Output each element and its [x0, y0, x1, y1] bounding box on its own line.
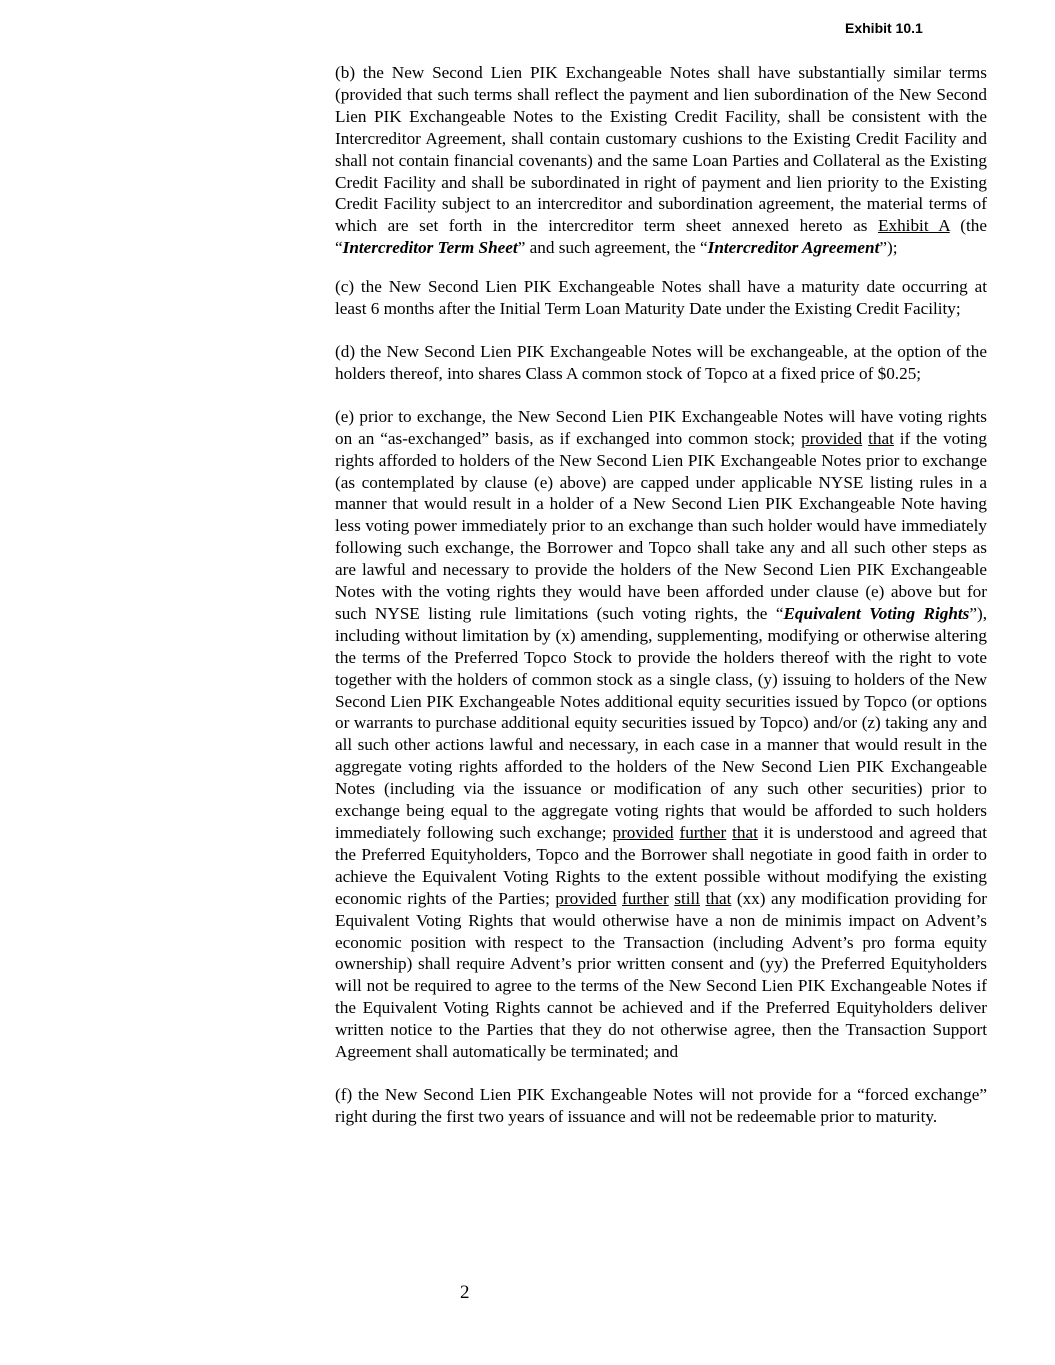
defined-term-equivalent-voting-rights: Equivalent Voting Rights — [783, 603, 970, 623]
proviso-that-2: that — [732, 823, 758, 842]
paragraph-e-text-3: ”), including without limitation by (x) amending, supplementing, modifying or otherwise altering the terms of the Preferred Topco Stock to provide the holders thereof with the right to vote together with the holders of common stock as a single class, (y) issuing to holders of the New Second Lien PIK Exchangeable Notes additional equity securities issued by Topco (or options or warrants to purchase additional equity securities issued by Topco) and/or (z) taking any and all such other actions lawful and necessary, in each case in a manner that would result in the aggregate voting rights afforded to the holders of the New Second Lien PIK Exchangeable Notes (including via the issuance or modification of any such other securities) prior to exchange being equal to the aggregate voting rights that would be afforded to such holders immediately following such exchange; — [335, 603, 987, 842]
paragraph-f: (f) the New Second Lien PIK Exchangeable Notes will not provide for a “forced exchange” right during the first two years of issuance and will not be redeemable prior to maturity. — [335, 1084, 987, 1126]
paragraph-b-text-2: (the “ — [335, 216, 987, 258]
defined-term-intercreditor-term-sheet: Intercreditor Term Sheet — [342, 238, 518, 258]
paragraph-d: (d) the New Second Lien PIK Exchangeable Notes will be exchangeable, at the option of the holders thereof, into shares Class A common stock of Topco at a fixed price of $0.25; — [335, 341, 987, 383]
paragraph-e-text-5: (xx) any modification providing for Equivalent Voting Rights that would otherwise have a non de minimis impact on Advent’s economic position with respect to the Transaction (including Advent’s pro forma equity ownership) shall require Advent’s prior written consent and (yy) the Preferred Equityholders will not be required to agree to the terms of the New Second Lien PIK Exchangeable Notes if the Equivalent Voting Rights cannot be achieved and if the Preferred Equityholders deliver written notice to the Parties that they do not otherwise agree, then the Transaction Support Agreement shall automatically be terminated; and — [335, 888, 988, 1062]
paragraph-b — [335, 62, 987, 259]
exhibit-label: Exhibit 10.1 — [845, 20, 923, 36]
paragraph-e-text-1: (e) prior to exchange, the New Second Lien PIK Exchangeable Notes will have voting rights on an “as-exchanged” basis, as if exchanged into common stock; — [335, 406, 987, 448]
document-body — [335, 62, 987, 1128]
proviso-provided-3: provided — [555, 888, 617, 908]
paragraph-b-text-1: (b) the New Second Lien PIK Exchangeable Notes shall have substantially similar terms (provided that such terms shall reflect the payment and lien subordination of the New Second Lien PIK Exchangeable Notes to the Existing Credit Facility, shall be consistent with the Intercreditor Agreement, shall contain customary cushions to the Existing Credit Facility and shall not contain financial covenants) and the same Loan Parties and Collateral as the Existing Credit Facility and shall be subordinated in right of payment and lien priority to the Existing Credit Facility subject to an intercreditor and subordination agreement, the material terms of which are set forth in the intercreditor term sheet annexed hereto as — [335, 63, 987, 236]
proviso-provided-2: provided — [612, 823, 674, 842]
paragraph-e-text-4: it is understood and agreed that the Preferred Equityholders, Topco and the Borrower shall negotiate in good faith in order to achieve the Equivalent Voting Rights to the extent possible without modifying the existing economic rights of the Parties; — [335, 823, 988, 908]
paragraph-c: (c) the New Second Lien PIK Exchangeable Notes shall have a maturity date occurring at least 6 months after the Initial Term Loan Maturity Date under the Existing Credit Facility; — [335, 277, 987, 319]
paragraph-b-text-4: ”); — [879, 238, 898, 258]
paragraph-e — [335, 406, 987, 1063]
proviso-that-3: that — [705, 888, 732, 908]
proviso-that: that — [868, 428, 894, 448]
proviso-further-2: further — [679, 823, 727, 842]
paragraph-b-text-3: ” and such agreement, the “ — [517, 238, 708, 258]
paragraph-e-text-2: if the voting rights afforded to holders of the New Second Lien PIK Exchangeable Notes prior to exchange (as contemplated by clause (e) above) are capped under applicable NYSE listing rules in a manner that would result in a holder of a New Second Lien PIK Exchangeable Note having less voting power immediately prior to an exchange than such holder would have immediately following such exchange, the Borrower and Topco shall take any and all such other steps as are lawful and necessary to provide the holders of the New Second Lien PIK Exchangeable Notes with the voting rights they would have been afforded under clause (e) above but for such NYSE listing rule limitations (such voting rights, the “ — [335, 428, 987, 623]
exhibit-a-reference: Exhibit A — [877, 216, 950, 236]
proviso-provided: provided — [801, 428, 863, 448]
defined-term-intercreditor-agreement: Intercreditor Agreement — [707, 238, 880, 258]
page-number: 2 — [460, 1282, 470, 1303]
proviso-further-3: further — [621, 888, 669, 908]
proviso-still-3: still — [674, 888, 701, 908]
